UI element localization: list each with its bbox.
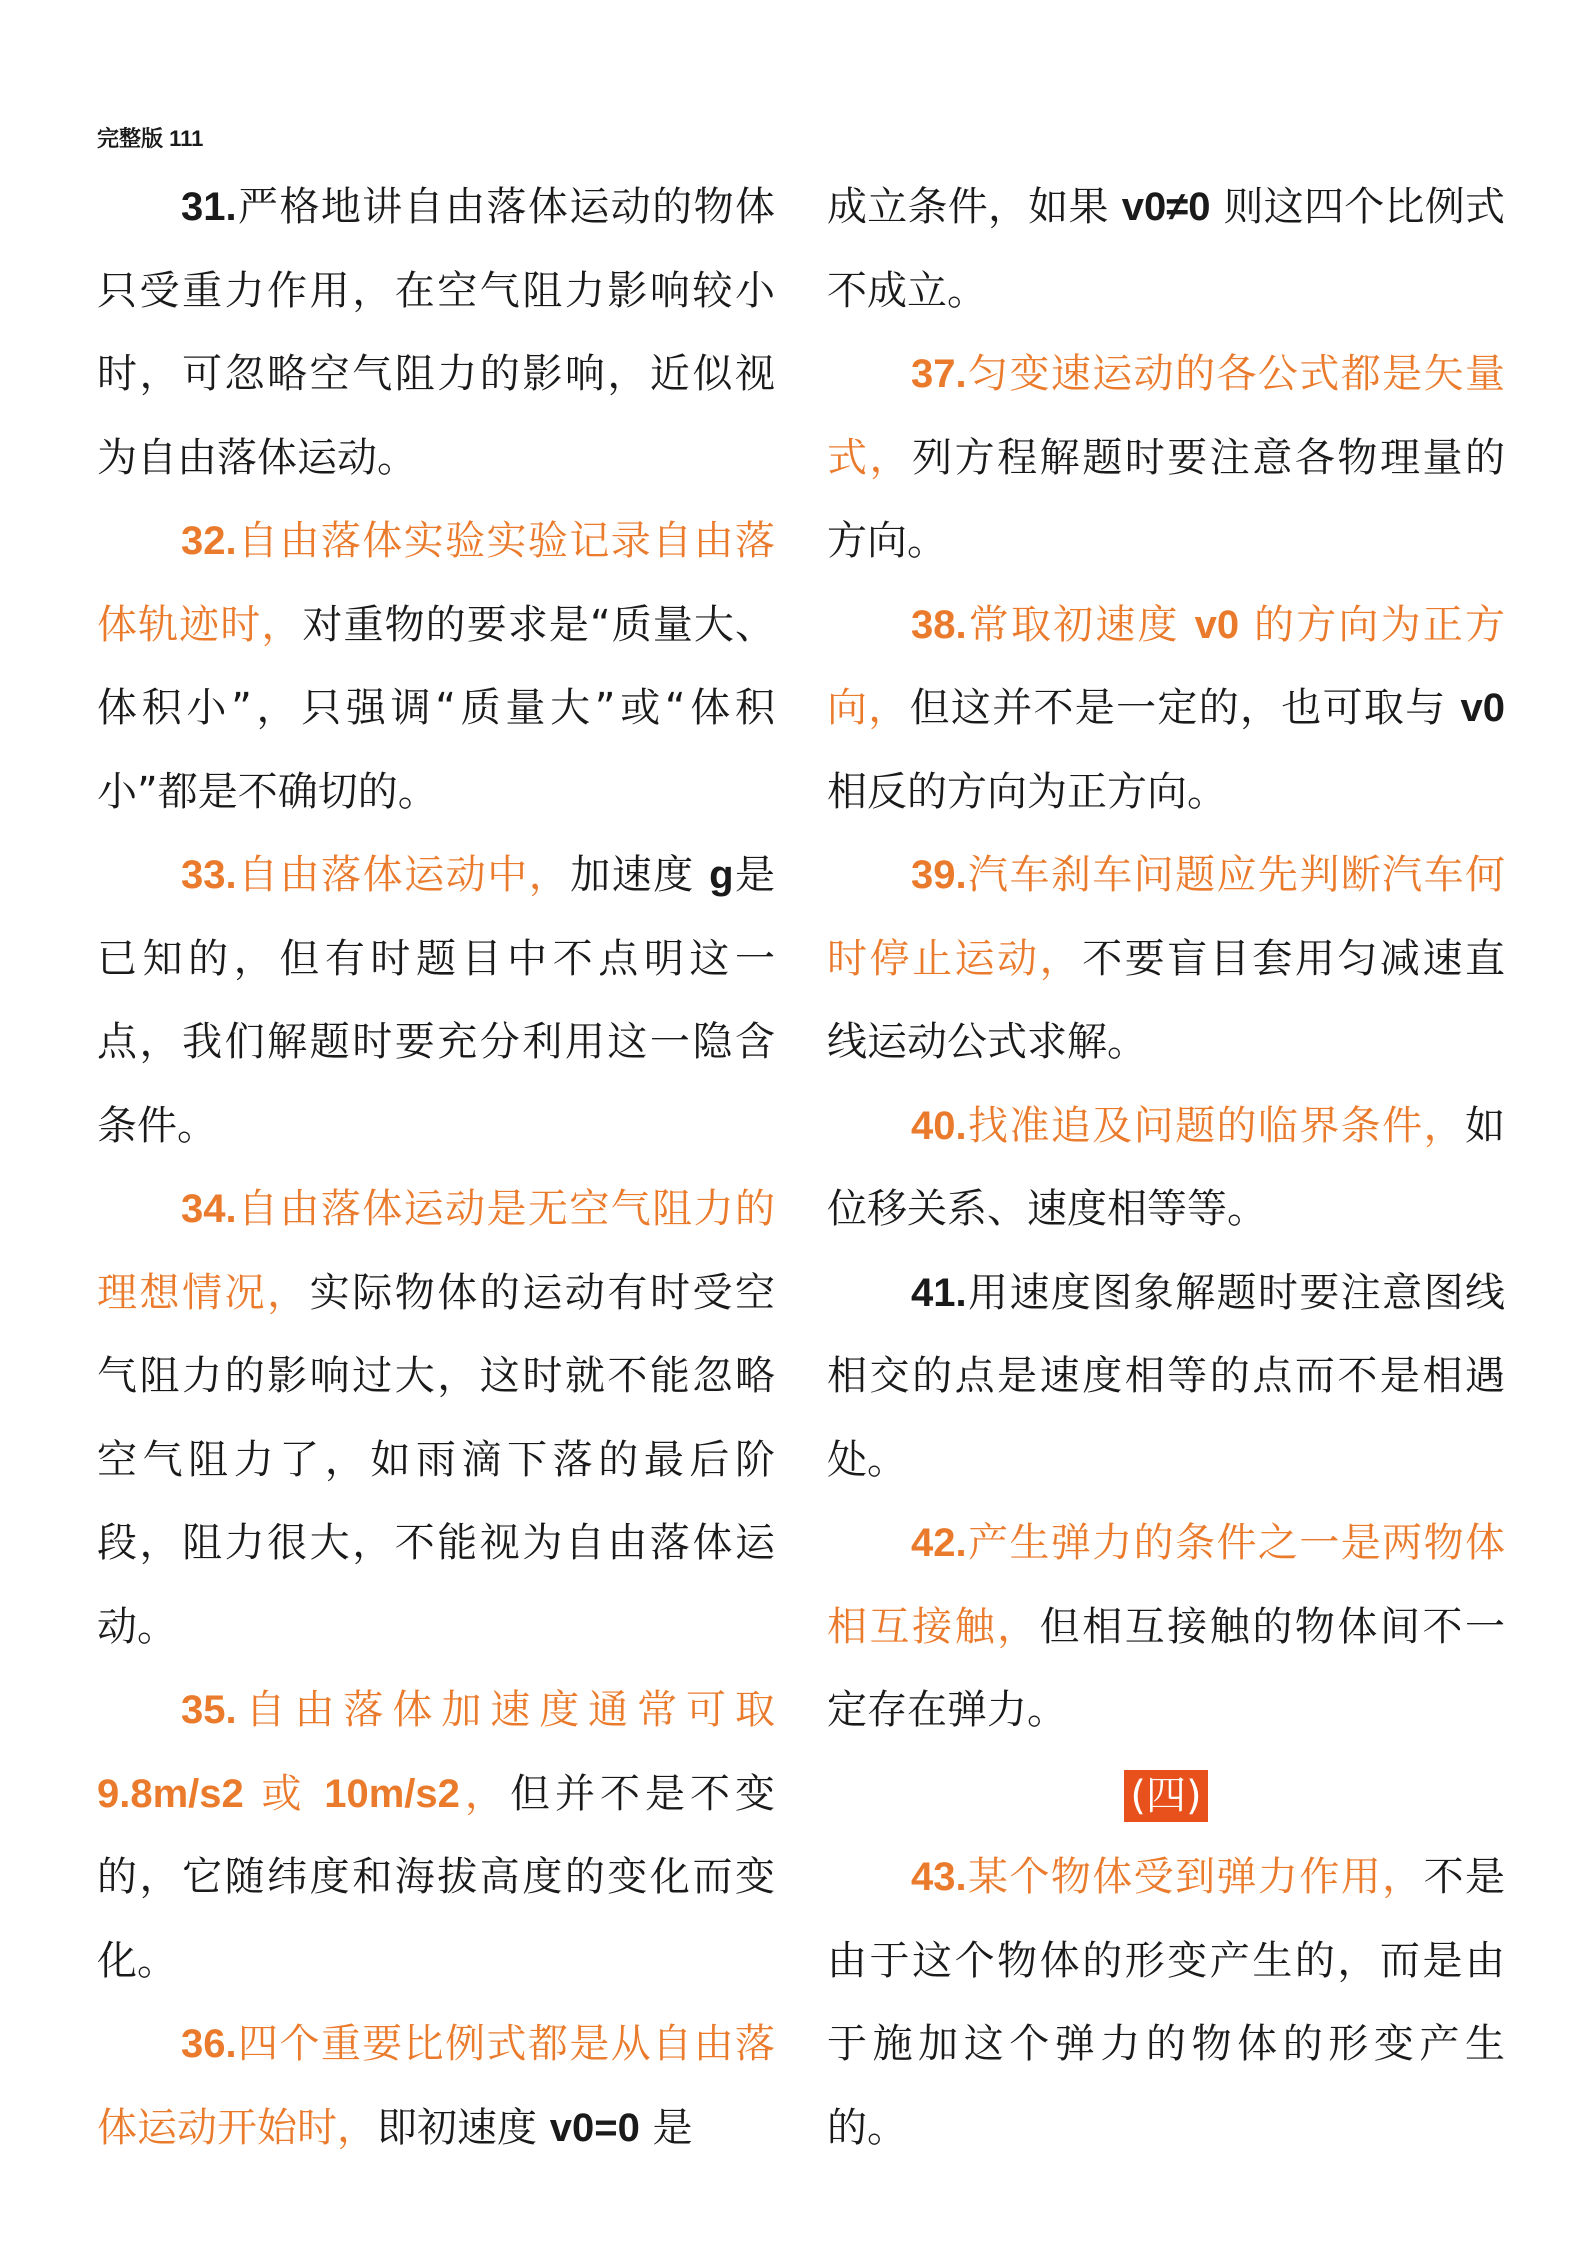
item-34: 34.自由落体运动是无空气阻力的理想情况，实际物体的运动有时受空气阻力的影响过大，这时就不能忽略空气阻力了，如雨滴下落的最后阶段，阻力很大，不能视为自由落体运动。 — [97, 1186, 776, 1650]
item-37: 37.匀变速运动的各公式都是矢量式，列方程解题时要注意各物理量的方向。 — [827, 351, 1506, 564]
section-heading — [827, 1753, 1505, 1837]
right-column — [827, 166, 1505, 2170]
page-header: 完整版 111 — [97, 126, 204, 151]
item-31: 31.严格地讲自由落体运动的物体只受重力作用，在空气阻力影响较小时，可忽略空气阻力的影响，近似视为自由落体运动。 — [97, 184, 775, 481]
item-41: 41.用速度图象解题时要注意图线相交的点是速度相等的点而不是相遇处。 — [827, 1269, 1505, 1483]
section-badge: (四) — [1124, 1770, 1207, 1822]
item-38: 38.常取初速度 v0 的方向为正方向，但这并不是一定的，也可取与 v0 相反的方向为正方向。 — [827, 601, 1506, 815]
left-column — [97, 166, 775, 2170]
item-33: 33.自由落体运动中，加速度 g是已知的，但有时题目中不点明这一点，我们解题时要充分利用这一隐含条件。 — [97, 852, 776, 1149]
item-42: 42.产生弹力的条件之一是两物体相互接触，但相互接触的物体间不一定存在弹力。 — [827, 1520, 1506, 1733]
item-32: 32.自由落体实验实验记录自由落体轨迹时，对重物的要求是“质量大、体积小”，只强调“质量大”或“体积小”都是不确切的。 — [97, 518, 775, 815]
item-43: 43.某个物体受到弹力作用，不是由于这个物体的形变产生的，而是由于施加这个弹力的物体的形变产生的。 — [827, 1854, 1506, 2151]
item-36: 36.四个重要比例式都是从自由落体运动开始时，即初速度 v0=0 是 — [97, 2021, 775, 2151]
item-39: 39.汽车刹车问题应先判断汽车何时停止运动，不要盲目套用匀减速直线运动公式求解。 — [827, 852, 1506, 1065]
item-36-continued: 成立条件，如果 v0≠0 则这四个比例式不成立。 — [827, 184, 1506, 314]
item-35: 35.自由落体加速度通常可取9.8m/s2 或 10m/s2，但并不是不变的，它随纬度和海拔高度的变化而变化。 — [97, 1687, 776, 1984]
item-40: 40.找准追及问题的临界条件，如位移关系、速度相等等。 — [827, 1102, 1505, 1232]
